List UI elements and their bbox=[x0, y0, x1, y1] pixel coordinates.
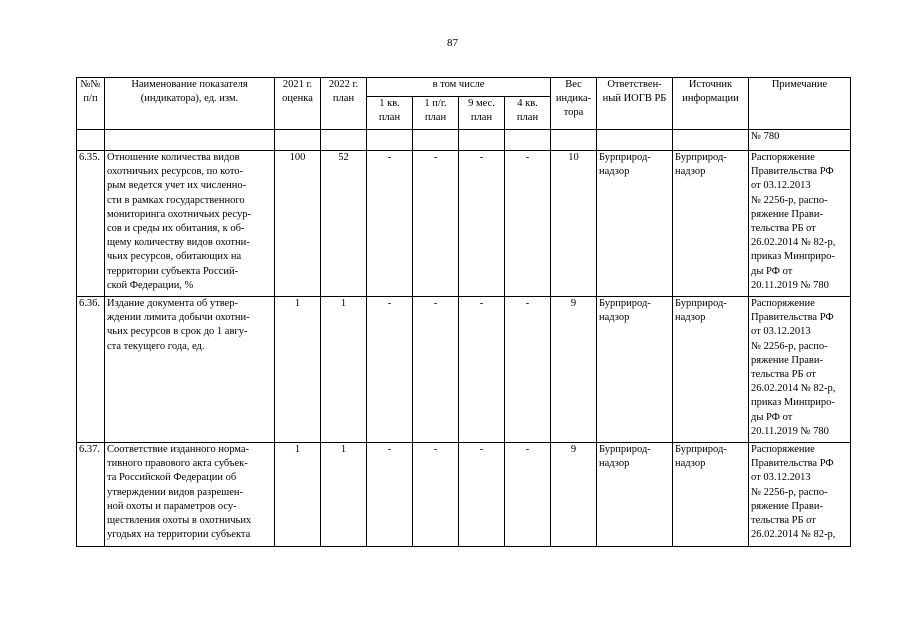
indicators-table bbox=[76, 77, 851, 547]
value-2022: 1 bbox=[321, 297, 367, 443]
value-h1: - bbox=[413, 297, 459, 443]
value-q4: - bbox=[505, 297, 551, 443]
note-cell: Распоряжение Правительства РФ от 03.12.2013 № 2256-р, распо- ряжение Прави- тельства РБ от 26.02.2014 № 82-р, bbox=[749, 443, 851, 547]
value-2022: 1 bbox=[321, 443, 367, 547]
value-h1: - bbox=[413, 151, 459, 297]
header-weight: Вес индика- тора bbox=[551, 78, 597, 130]
value-q4: - bbox=[505, 443, 551, 547]
table-row bbox=[77, 443, 851, 547]
indicator-name: Отношение количества видов охотничьих ресурсов, по кото- рым ведется учет их численно- сти в рамках государственного мониторинга охотничьих ресур- сов и среды их обитания, к об- щему количеству видов охотни- чьих ресурсов, обитающих на территории субъекта Россий- ской Федерации, % bbox=[105, 151, 275, 297]
note-cell: Распоряжение Правительства РФ от 03.12.2013 № 2256-р, распо- ряжение Прави- тельства РБ от 26.02.2014 № 82-р, приказ Минприро- ды РФ от 20.11.2019 № 780 bbox=[749, 297, 851, 443]
header-including: в том числе bbox=[367, 78, 551, 97]
header-9m: 9 мес. план bbox=[459, 97, 505, 130]
header-2022: 2022 г. план bbox=[321, 78, 367, 130]
value-2021: 100 bbox=[275, 151, 321, 297]
header-q1: 1 кв. план bbox=[367, 97, 413, 130]
header-name: Наименование показателя (индикатора), ед. изм. bbox=[105, 78, 275, 130]
header-note: Примечание bbox=[749, 78, 851, 130]
indicator-name: Соответствие изданного норма- тивного правового акта субъек- та Российской Федерации об утверждении видов разрешен- ной охоты и параметров осу- ществления охоты в охотничьих угодьях на территории субъекта bbox=[105, 443, 275, 547]
indicator-name: Издание документа об утвер- ждении лимита добычи охотни- чьих ресурсов в срок до 1 авгу- ста текущего года, ед. bbox=[105, 297, 275, 443]
info-source: Бурприрод- надзор bbox=[673, 297, 749, 443]
value-9m: - bbox=[459, 297, 505, 443]
responsible-body: Бурприрод- надзор bbox=[597, 151, 673, 297]
table-row bbox=[77, 297, 851, 443]
value-2021: 1 bbox=[275, 297, 321, 443]
note-cell: Распоряжение Правительства РФ от 03.12.2013 № 2256-р, распо- ряжение Прави- тельства РБ от 26.02.2014 № 82-р, приказ Минприро- ды РФ от 20.11.2019 № 780 bbox=[749, 151, 851, 297]
header-num: №№ п/п bbox=[77, 78, 105, 130]
header-q4: 4 кв. план bbox=[505, 97, 551, 130]
page-number: 87 bbox=[447, 37, 458, 49]
value-q1: - bbox=[367, 443, 413, 547]
value-h1: - bbox=[413, 443, 459, 547]
header-h1: 1 п/г. план bbox=[413, 97, 459, 130]
info-source: Бурприрод- надзор bbox=[673, 151, 749, 297]
indicator-weight: 9 bbox=[551, 297, 597, 443]
value-9m: - bbox=[459, 443, 505, 547]
header-2021: 2021 г. оценка bbox=[275, 78, 321, 130]
value-q4: - bbox=[505, 151, 551, 297]
value-2021: 1 bbox=[275, 443, 321, 547]
value-9m: - bbox=[459, 151, 505, 297]
responsible-body: Бурприрод- надзор bbox=[597, 443, 673, 547]
header-row-top bbox=[77, 78, 851, 97]
indicator-weight: 9 bbox=[551, 443, 597, 547]
header-source: Источник информации bbox=[673, 78, 749, 130]
responsible-body: Бурприрод- надзор bbox=[597, 297, 673, 443]
value-q1: - bbox=[367, 297, 413, 443]
row-number: 6.37. bbox=[77, 443, 105, 547]
info-source: Бурприрод- надзор bbox=[673, 443, 749, 547]
value-2022: 52 bbox=[321, 151, 367, 297]
indicator-weight: 10 bbox=[551, 151, 597, 297]
row-number: 6.35. bbox=[77, 151, 105, 297]
continuation-row bbox=[77, 130, 851, 151]
row-number: 6.36. bbox=[77, 297, 105, 443]
value-q1: - bbox=[367, 151, 413, 297]
header-responsible: Ответствен- ный ИОГВ РБ bbox=[597, 78, 673, 130]
table-row bbox=[77, 151, 851, 297]
continuation-note: № 780 bbox=[749, 130, 851, 151]
